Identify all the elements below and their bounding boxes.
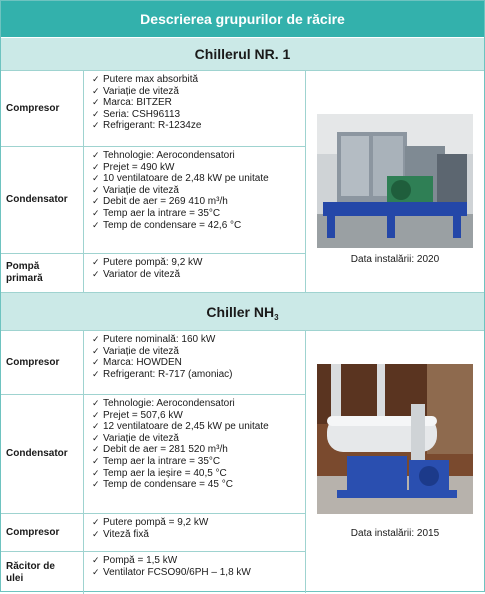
chiller2-racitor-row (1, 552, 305, 594)
list-item: ✓ Variație de viteză (92, 432, 179, 444)
chiller1-condensator-row (1, 147, 305, 254)
table-title: Descrierea grupurilor de răcire (140, 11, 345, 27)
chiller1-compresor-row (1, 71, 305, 147)
row-label: Pompă primară (1, 254, 84, 292)
check-icon: ✓ (92, 409, 100, 420)
spec-list (84, 331, 305, 394)
chiller2-specs (1, 331, 305, 593)
list-item: ✓ Variație de viteză (92, 184, 179, 196)
chiller1-title: Chillerul NR. 1 (194, 46, 291, 62)
check-icon: ✓ (92, 398, 100, 408)
check-icon: ✓ (92, 97, 100, 108)
check-icon: ✓ (92, 207, 100, 218)
check-icon: ✓ (92, 566, 100, 577)
list-item: ✓ Putere pompă: 9,2 kW (92, 257, 203, 268)
check-icon: ✓ (92, 219, 100, 230)
list-item: ✓ Debit de aer = 281 520 m³/h (92, 444, 228, 456)
list-item: ✓ Variație de viteză (92, 85, 179, 97)
check-icon: ✓ (92, 432, 100, 443)
row-label: Compresor (1, 331, 84, 394)
check-icon: ✓ (92, 74, 100, 84)
check-icon: ✓ (92, 85, 100, 96)
table-header (1, 1, 484, 37)
chiller1-section (1, 70, 484, 292)
list-item: ✓ Temp de condensare = 42,6 °C (92, 219, 242, 231)
check-icon: ✓ (92, 528, 100, 539)
check-icon: ✓ (92, 108, 100, 119)
row-label: Compresor (1, 71, 84, 146)
check-icon: ✓ (92, 467, 100, 478)
chiller2-install-date: Data instalării: 2015 (350, 528, 440, 539)
list-item: ✓ Putere nominală: 160 kW (92, 334, 216, 345)
check-icon: ✓ (92, 150, 100, 160)
chiller2-compresor-row (1, 331, 305, 395)
spec-list (84, 71, 305, 146)
row-label: Răcitor de ulei (1, 552, 84, 594)
check-icon: ✓ (92, 479, 100, 490)
list-item: ✓ Temp aer la intrare = 35°C (92, 207, 221, 219)
chiller1-install-date: Data instalării: 2020 (350, 254, 440, 265)
check-icon: ✓ (92, 357, 100, 368)
list-item: ✓ Debit de aer = 269 410 m³/h (92, 196, 228, 208)
list-item: ✓ Marca: BITZER (92, 97, 172, 109)
list-item: ✓ Refrigerant: R-1234ze (92, 120, 202, 132)
chiller2-photo-cell (305, 331, 484, 593)
chiller2-pompa-row (1, 514, 305, 552)
check-icon: ✓ (92, 334, 100, 344)
spec-list (84, 147, 305, 253)
list-item: ✓ 12 ventilatoare de 2,45 kW pe unitate (92, 421, 269, 433)
check-icon: ✓ (92, 196, 100, 207)
chiller1-pompa-row (1, 254, 305, 292)
chiller1-title-bar (1, 37, 484, 70)
chiller2-photo (317, 364, 473, 514)
list-item: ✓ Putere pompă = 9,2 kW (92, 517, 209, 528)
check-icon: ✓ (92, 173, 100, 184)
list-item: ✓ Viteză fixă (92, 528, 149, 540)
spec-list (84, 552, 305, 594)
check-icon: ✓ (92, 268, 100, 279)
list-item: ✓ Marca: HOWDEN (92, 357, 182, 369)
check-icon: ✓ (92, 120, 100, 131)
chiller1-specs (1, 71, 305, 292)
list-item: ✓ Variație de viteză (92, 345, 179, 357)
spec-list (84, 514, 305, 551)
list-item: ✓ Temp aer la intrare = 35°C (92, 455, 221, 467)
chiller2-section (1, 330, 484, 593)
check-icon: ✓ (92, 184, 100, 195)
check-icon: ✓ (92, 257, 100, 267)
list-item: ✓ Prejet = 507,6 kW (92, 409, 183, 421)
row-label: Condensator (1, 147, 84, 253)
chiller2-condensator-row (1, 395, 305, 514)
chiller1-photo (317, 114, 473, 248)
check-icon: ✓ (92, 368, 100, 379)
check-icon: ✓ (92, 421, 100, 432)
list-item: ✓ Temp aer la ieșire = 40,5 °C (92, 467, 227, 479)
row-label: Condensator (1, 395, 84, 513)
spec-list (84, 254, 305, 292)
list-item: ✓ Tehnologie: Aerocondensatori (92, 150, 235, 161)
list-item: ✓ Ventilator FCSO90/6PH – 1,8 kW (92, 566, 251, 578)
check-icon: ✓ (92, 444, 100, 455)
list-item: ✓ Variator de viteză (92, 268, 181, 280)
chiller2-title: Chiller $NH_3$ (206, 303, 279, 322)
list-item: ✓ Putere max absorbită (92, 74, 199, 85)
list-item: ✓ Temp de condensare = 45 °C (92, 479, 233, 491)
check-icon: ✓ (92, 555, 100, 565)
spec-list (84, 395, 305, 513)
chiller1-photo-cell (305, 71, 484, 292)
check-icon: ✓ (92, 161, 100, 172)
list-item: ✓ Tehnologie: Aerocondensatori (92, 398, 235, 409)
check-icon: ✓ (92, 517, 100, 527)
list-item: ✓ Pompă = 1,5 kW (92, 555, 178, 566)
check-icon: ✓ (92, 455, 100, 466)
check-icon: ✓ (92, 345, 100, 356)
chiller2-title-bar (1, 292, 484, 330)
row-label: Compresor (1, 514, 84, 551)
list-item: ✓ 10 ventilatoare de 2,48 kW pe unitate (92, 173, 269, 185)
list-item: ✓ Seria: CSH96113 (92, 108, 181, 120)
list-item: ✓ Prejet = 490 kW (92, 161, 175, 173)
list-item: ✓ Refrigerant: R-717 (amoniac) (92, 368, 233, 380)
